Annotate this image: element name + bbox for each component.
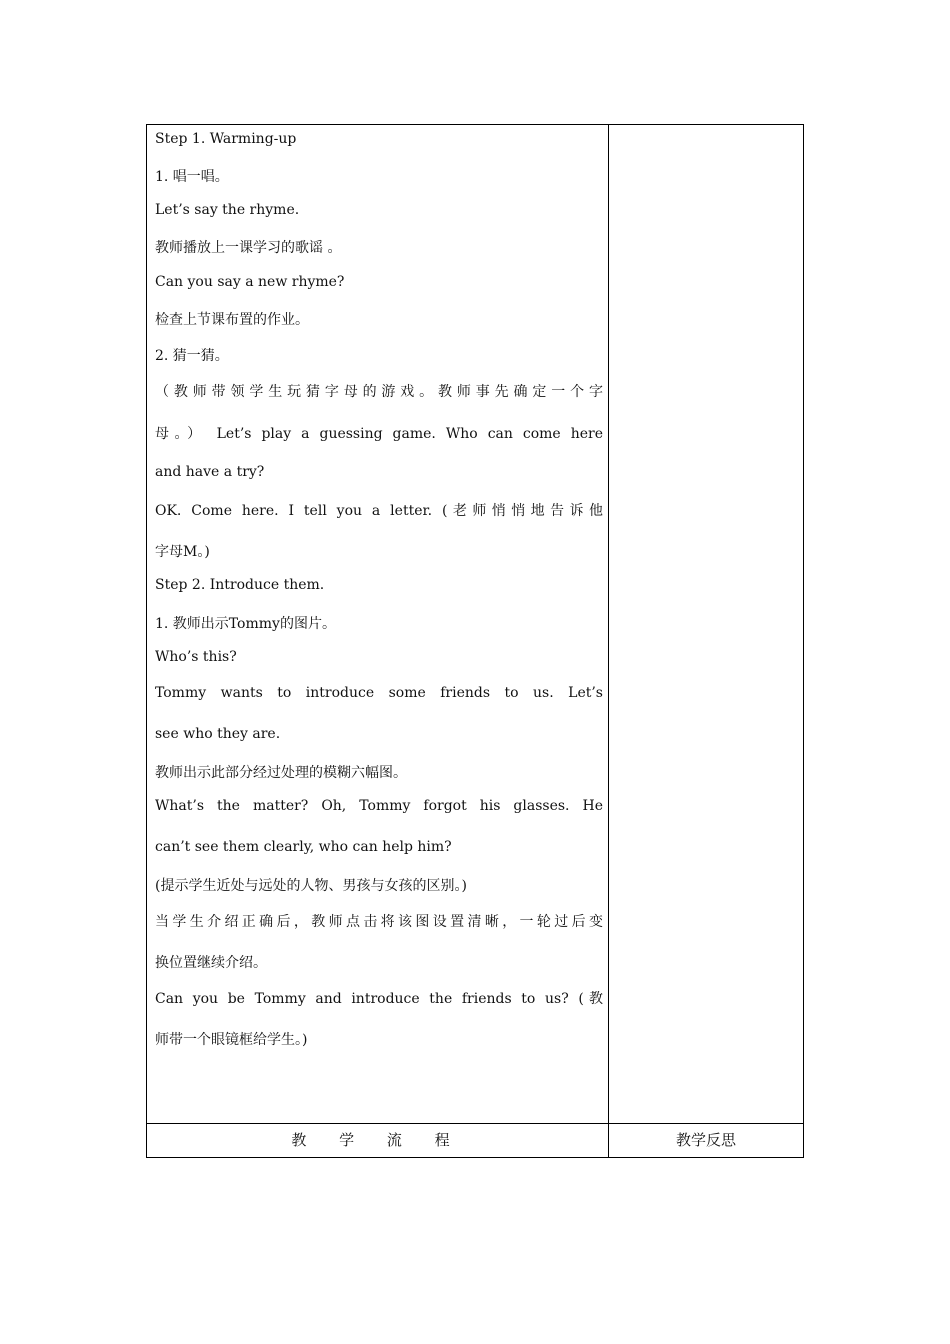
text-line: 字母M。) bbox=[155, 544, 210, 560]
text-line: Let’s say the rhyme. bbox=[155, 202, 300, 218]
text-line: （教师带领学生玩猜字母的游戏。教师事先确定一个字 bbox=[155, 384, 603, 400]
text-line: OK. Come here. I tell you a letter. (老师悄悄地告诉他 bbox=[155, 503, 603, 519]
text-line: 师带一个眼镜框给学生。) bbox=[155, 1032, 308, 1048]
teaching-process-cell bbox=[147, 125, 609, 1123]
text-line: see who they are. bbox=[155, 726, 281, 742]
text-line: and have a try? bbox=[155, 464, 265, 480]
text-line: What’s the matter? Oh, Tommy forgot his glasses. He bbox=[155, 798, 603, 814]
text-line: 检查上节课布置的作业。 bbox=[155, 312, 309, 328]
text-line: Who’s this? bbox=[155, 649, 237, 665]
table-footer-row bbox=[147, 1123, 803, 1157]
text-line: 1. 教师出示Tommy的图片。 bbox=[155, 616, 336, 632]
text-line: Can you be Tommy and introduce the friends to us? (教 bbox=[155, 991, 603, 1007]
text-line: can’t see them clearly, who can help him? bbox=[155, 839, 452, 855]
text-line: Step 2. Introduce them. bbox=[155, 577, 325, 593]
text-line: Can you say a new rhyme? bbox=[155, 274, 345, 290]
text-line: 1. 唱一唱。 bbox=[155, 169, 229, 185]
teaching-process-header: 教 学 流 程 bbox=[147, 1124, 609, 1157]
teaching-reflection-header: 教学反思 bbox=[675, 1131, 736, 1149]
text-line: Step 1. Warming-up bbox=[155, 131, 297, 147]
text-line: 当学生介绍正确后，教师点击将该图设置清晰，一轮过后变 bbox=[155, 914, 603, 930]
text-line: 换位置继续介绍。 bbox=[155, 955, 267, 971]
text-line: 母。） Let’s play a guessing game. Who can come here bbox=[155, 426, 603, 442]
text-line: 教师出示此部分经过处理的模糊六幅图。 bbox=[155, 765, 407, 781]
lesson-table bbox=[146, 124, 804, 1158]
reflection-cell bbox=[609, 125, 803, 1123]
text-line: 2. 猜一猜。 bbox=[155, 348, 229, 364]
text-line: Tommy wants to introduce some friends to us. Let’s bbox=[155, 685, 603, 701]
text-line: 教师播放上一课学习的歌谣 。 bbox=[155, 240, 342, 256]
text-line: (提示学生近处与远处的人物、男孩与女孩的区别。) bbox=[155, 878, 467, 894]
